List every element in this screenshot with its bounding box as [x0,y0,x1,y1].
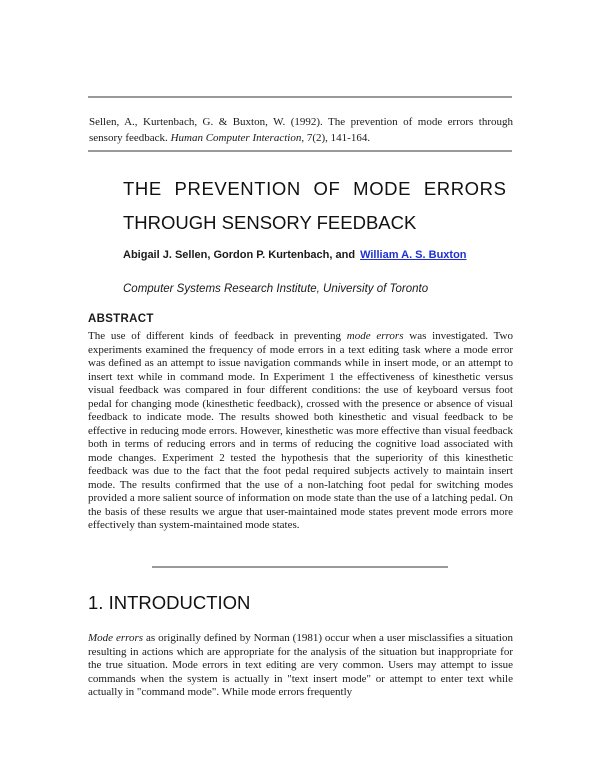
abstract-emphasis: mode errors [346,330,404,342]
citation-authors: Sellen, A., Kurtenbach, G. & Buxton, W. (1992). The prevention of mode errors through sensory feedback. [89,116,513,144]
title-line-1: THE PREVENTION OF MODE ERRORS [123,178,507,199]
citation-journal: Human Computer Interaction [170,132,302,144]
top-rule [88,96,512,98]
citation-rule [88,150,512,152]
author-link-buxton[interactable]: William A. S. Buxton [360,249,467,261]
citation [89,114,513,146]
abstract-text-rest: was investigated. Two experiments examined the frequency of mode errors in a text editing task where a mode error was defined as an attempt to issue navigation commands while in insert mode, or an attempt to insert text while in command mode. In Experiment 1 the effectiveness of kinesthetic versus visual feedback was compared in four different conditions: the use of keyboard versus foot pedal for changing mode (kinesthetic feedback), crossed with the presence or absence of visual feedback to indicate mode. The results showed both kinesthetic and visual feedback to be effective in reducing mode errors. However, kinesthetic was more effective than visual feedback both in terms of reducing errors and in terms of reducing the cognitive load associated with mode changes. Experiment 2 tested the hypothesis that the superiority of this kinesthetic feedback was due to the fact that the foot pedal required subjects actively to maintain insert mode. The results confirmed that the use of a non-latching foot pedal for switching modes provided a more salient source of information on mode state than the use of a latching pedal. On the basis of these results we argue that user-maintained mode states prevent mode errors more effectively than system-maintained mode states. [88,330,513,531]
abstract-body [88,330,513,533]
abstract-heading: ABSTRACT [88,313,154,325]
author-names: Abigail J. Sellen, Gordon P. Kurtenbach, and [123,249,356,261]
title-line-2: THROUGH SENSORY FEEDBACK [123,212,417,233]
introduction-heading: 1. INTRODUCTION [88,592,251,613]
author-list [123,249,467,261]
affiliation: Computer Systems Research Institute, University of Toronto [123,283,429,295]
paper-title [123,172,507,240]
abstract-text-start: The use of different kinds of feedback in preventing [88,330,342,342]
section-divider [152,566,448,568]
introduction-body [88,632,513,700]
citation-volume: , 7(2), 141-164. [301,132,371,144]
introduction-text: as originally defined by Norman (1981) occur when a user misclassifies a situation resulting in actions which are appropriate for the analysis of the situation but inappropriate for the true situation. Mode errors in text editing are very common. Users may attempt to issue commands when the system is actually in "text insert mode" or attempt to enter text while actually in "command mode". While mode errors frequently [88,632,513,698]
introduction-emphasis: Mode errors [88,632,144,644]
